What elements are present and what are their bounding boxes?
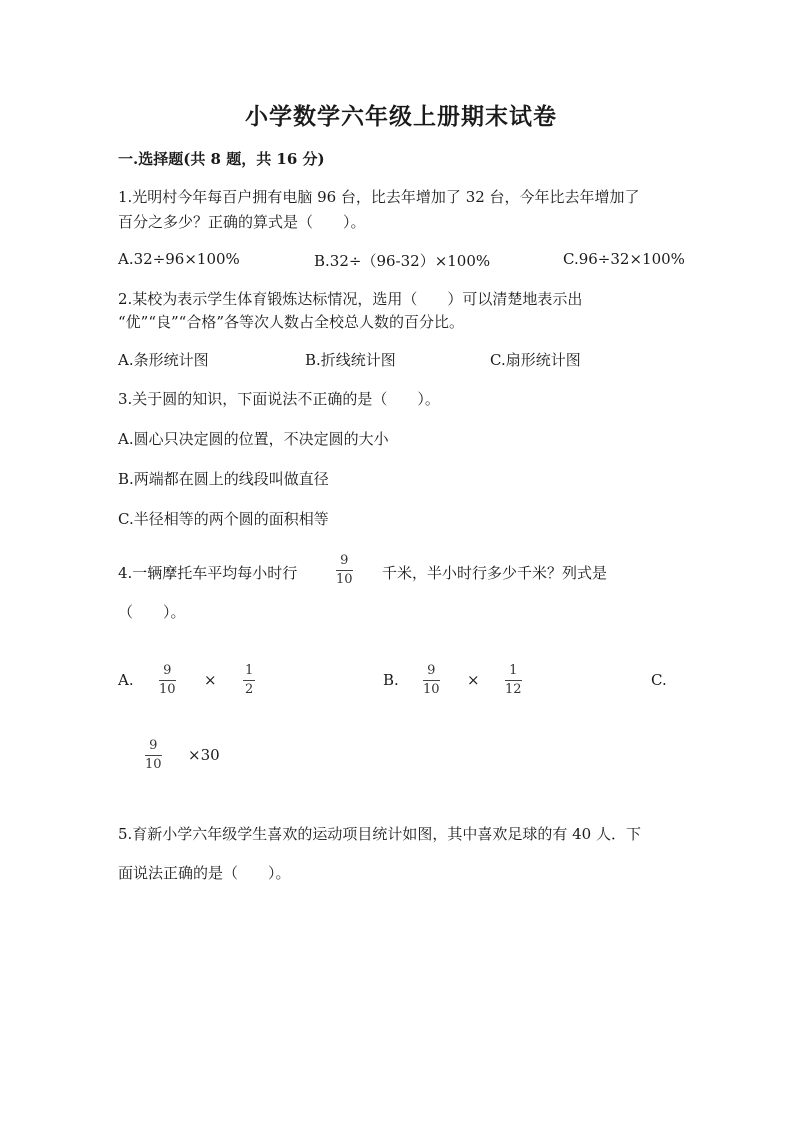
q2-stem-line2: “优”“良”“合格”各等次人数占全校总人数的百分比。 (118, 313, 465, 331)
fraction-denominator: 12 (505, 682, 522, 697)
q4-option-b-label[interactable]: B. (383, 671, 399, 689)
q1-option-b[interactable]: B.32÷（96-32）×100% (314, 252, 491, 270)
q1-option-a[interactable]: A.32÷96×100% (118, 250, 240, 268)
q4-option-a-fraction-1 (159, 664, 176, 697)
fraction-numerator: 9 (163, 663, 172, 678)
q4-stem-fraction (336, 554, 353, 587)
q4-option-a-label[interactable]: A. (118, 671, 134, 689)
q2-option-b[interactable]: B.折线统计图 (305, 351, 396, 369)
q1-stem-line2: 百分之多少？正确的算式是（ ）。 (118, 213, 366, 231)
q5-stem-line2: 面说法正确的是（ ）。 (118, 864, 291, 882)
q3-option-c[interactable]: C.半径相等的两个圆的面积相等 (118, 510, 329, 528)
q4-option-c-tail: ×30 (188, 746, 220, 764)
q4-stem-pre: 4.一辆摩托车平均每小时行 (118, 564, 298, 582)
section-heading: 一.选择题(共 8 题，共 16 分) (118, 150, 325, 168)
q3-option-a[interactable]: A.圆心只决定圆的位置，不决定圆的大小 (118, 430, 389, 448)
q3-option-b[interactable]: B.两端都在圆上的线段叫做直径 (118, 470, 329, 488)
q2-stem-line1: 2.某校为表示学生体育锻炼达标情况，选用（ ）可以清楚地表示出 (118, 290, 583, 308)
q4-option-b-times: × (467, 671, 480, 689)
q4-option-c-label[interactable]: C. (651, 671, 667, 689)
q4-option-b-fraction-2 (505, 664, 522, 697)
q4-option-b-fraction-1 (423, 664, 440, 697)
fraction-numerator: 9 (149, 738, 158, 753)
q5-stem-line1: 5.育新小学六年级学生喜欢的运动项目统计如图，其中喜欢足球的有 40 人．下 (118, 825, 641, 843)
fraction-numerator: 9 (427, 663, 436, 678)
q3-stem: 3.关于圆的知识，下面说法不正确的是（ ）。 (118, 390, 440, 408)
fraction-denominator: 2 (245, 682, 254, 697)
q1-option-c[interactable]: C.96÷32×100% (563, 250, 685, 268)
q2-option-a[interactable]: A.条形统计图 (118, 351, 209, 369)
page-title: 小学数学六年级上册期末试卷 (245, 103, 557, 130)
fraction-numerator: 1 (245, 663, 254, 678)
fraction-numerator: 9 (340, 553, 349, 568)
q4-stem-line2: （ ）。 (118, 603, 186, 621)
q4-stem-post: 千米，半小时行多少千米？列式是 (382, 564, 608, 582)
fraction-denominator: 10 (159, 682, 176, 697)
fraction-denominator: 10 (145, 757, 162, 772)
q4-option-a-fraction-2 (243, 664, 255, 697)
fraction-denominator: 10 (423, 682, 440, 697)
q4-option-c-fraction (145, 739, 162, 772)
fraction-numerator: 1 (509, 663, 518, 678)
fraction-denominator: 10 (336, 572, 353, 587)
q2-option-c[interactable]: C.扇形统计图 (490, 351, 581, 369)
q4-option-a-times: × (204, 671, 217, 689)
q1-stem-line1: 1.光明村今年每百户拥有电脑 96 台，比去年增加了 32 台，今年比去年增加了 (118, 188, 640, 206)
